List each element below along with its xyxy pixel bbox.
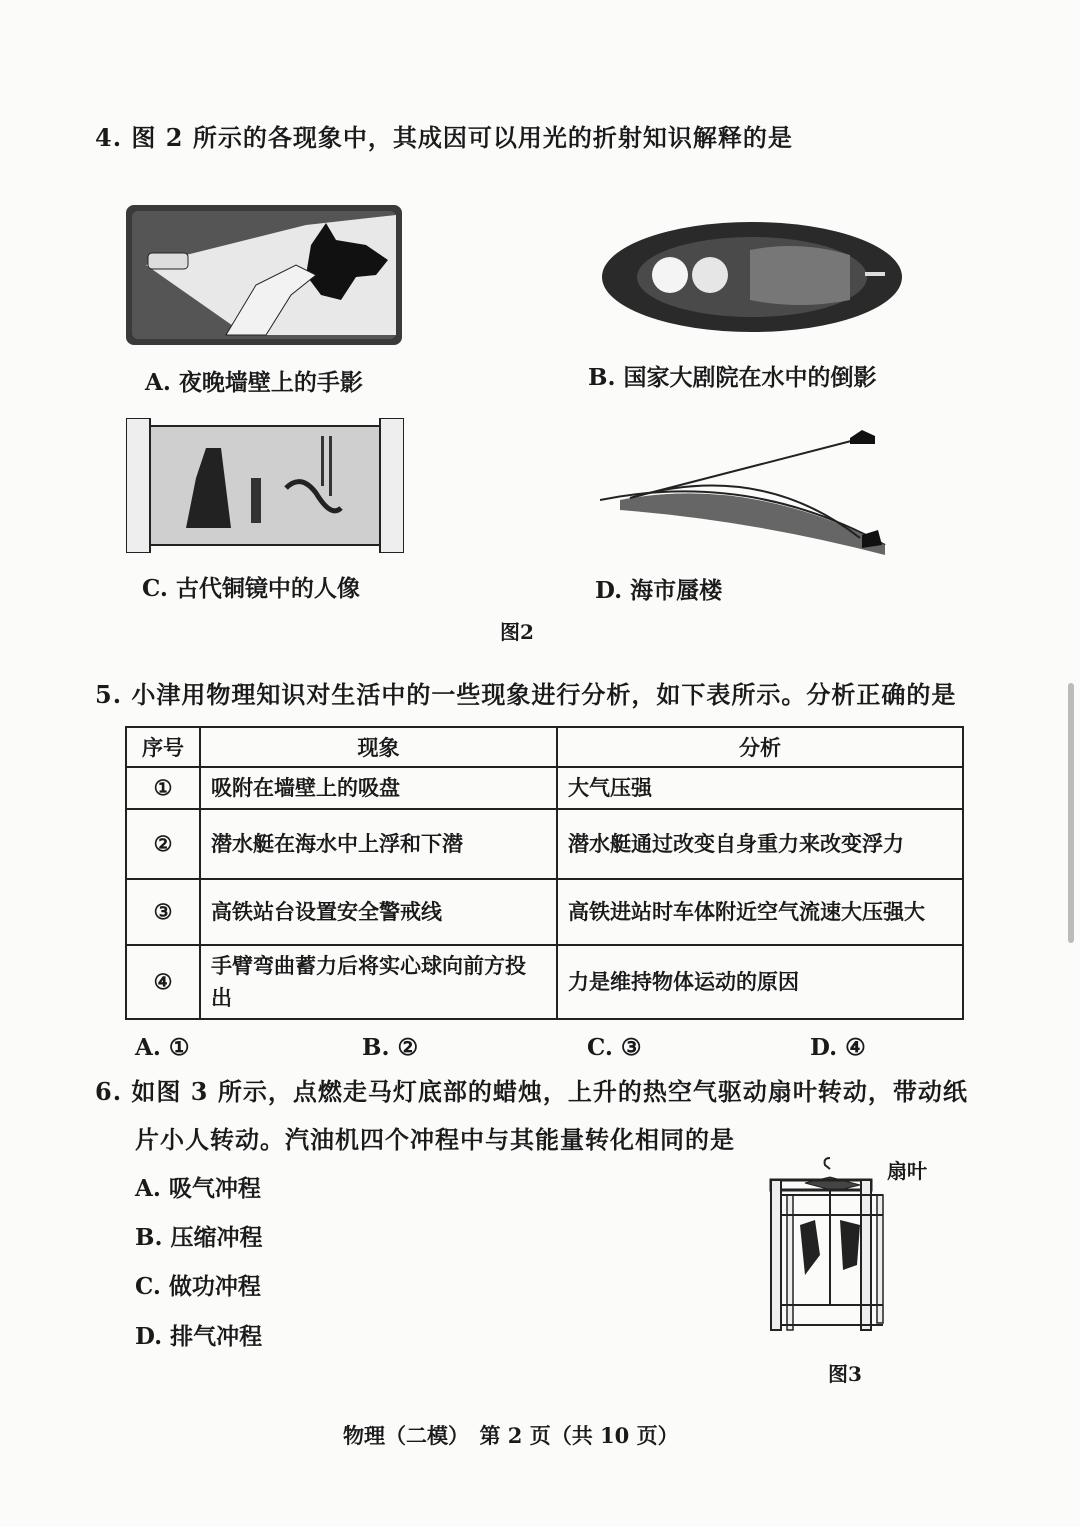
table-row <box>126 879 963 945</box>
q4-option-b: B. 国家大剧院在水中的倒影 <box>588 364 877 391</box>
table-header-row <box>126 727 963 767</box>
q4-option-c: C. 古代铜镜中的人像 <box>142 575 360 602</box>
mirage-image <box>600 430 900 555</box>
figure-2-label: 图2 <box>500 620 534 644</box>
table-row <box>126 767 963 809</box>
row-analysis: 大气压强 <box>557 767 963 809</box>
row-index: ② <box>126 809 200 879</box>
bronze-mirror-painting-image <box>126 418 404 553</box>
row-phenomenon: 高铁站台设置安全警戒线 <box>200 879 557 945</box>
q6-stem-line1: 6. 如图 3 所示，点燃走马灯底部的蜡烛，上升的热空气驱动扇叶转动，带动纸 <box>95 1077 968 1106</box>
row-phenomenon: 潜水艇在海水中上浮和下潜 <box>200 809 557 879</box>
q6-option-a: A. 吸气冲程 <box>135 1175 261 1202</box>
fan-blade-label: 扇叶 <box>887 1159 927 1183</box>
q4-stem: 4. 图 2 所示的各现象中，其成因可以用光的折射知识解释的是 <box>95 123 793 152</box>
row-index: ① <box>126 767 200 809</box>
row-analysis: 高铁进站时车体附近空气流速大压强大 <box>557 879 963 945</box>
q5-option-c: C. ③ <box>587 1034 642 1061</box>
q6-option-b: B. 压缩冲程 <box>135 1224 263 1251</box>
row-index: ③ <box>126 879 200 945</box>
q4-option-d: D. 海市蜃楼 <box>595 577 723 604</box>
row-phenomenon: 手臂弯曲蓄力后将实心球向前方投出 <box>200 945 557 1019</box>
row-analysis: 力是维持物体运动的原因 <box>557 945 963 1019</box>
header-phenomenon: 现象 <box>200 727 557 767</box>
q5-option-b: B. ② <box>362 1034 419 1061</box>
q6-option-c: C. 做功冲程 <box>135 1273 261 1300</box>
revolving-lantern-image <box>765 1155 895 1340</box>
q6-stem-line2: 片小人转动。汽油机四个冲程中与其能量转化相同的是 <box>135 1125 735 1154</box>
row-analysis: 潜水艇通过改变自身重力来改变浮力 <box>557 809 963 879</box>
row-phenomenon: 吸附在墙壁上的吸盘 <box>200 767 557 809</box>
theater-reflection-image <box>600 220 905 335</box>
table-row <box>126 809 963 879</box>
analysis-table <box>125 726 964 1020</box>
q5-stem: 5. 小津用物理知识对生活中的一些现象进行分析，如下表所示。分析正确的是 <box>95 680 957 709</box>
header-index: 序号 <box>126 727 200 767</box>
q6-option-d: D. 排气冲程 <box>135 1323 263 1350</box>
header-analysis: 分析 <box>557 727 963 767</box>
page-footer: 物理（二模） 第 2 页（共 10 页） <box>343 1423 679 1448</box>
table-row <box>126 945 963 1019</box>
q4-option-a: A. 夜晚墙壁上的手影 <box>145 369 363 396</box>
hand-shadow-image <box>126 205 402 345</box>
figure-3-label: 图3 <box>828 1362 862 1386</box>
scrollbar[interactable] <box>1068 683 1074 943</box>
q5-option-a: A. ① <box>135 1034 190 1061</box>
row-index: ④ <box>126 945 200 1019</box>
q5-option-d: D. ④ <box>810 1034 866 1061</box>
